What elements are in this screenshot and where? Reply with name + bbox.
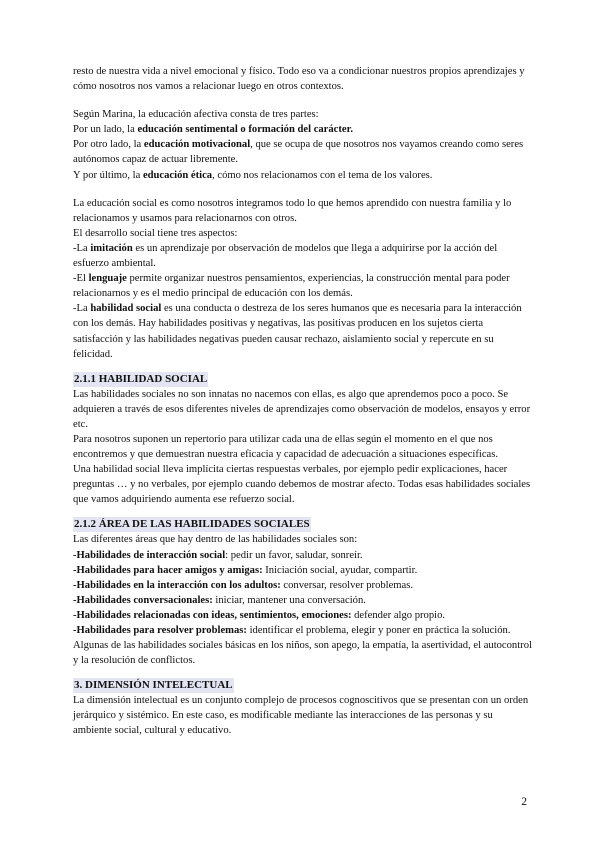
intellectual-paragraph: La dimensión intelectual es un conjunto complejo de procesos cognoscitivos que se presentan con un orden jerárquico y sistémico. En este caso, es modificable mediante las interacciones de las personas y su ambiente social, cultural y educativo.: [73, 695, 529, 737]
areas-intro: Las diferentes áreas que hay dentro de las habilidades sociales son:: [73, 534, 358, 546]
spacer: [73, 507, 533, 514]
aspect-imitation: -La imitación es un aprendizaje por observación de modelos que llega a adquirirse por la acción del esfuerzo ambiental.: [73, 242, 498, 270]
section-heading-3: 3. DIMENSIÓN INTELECTUAL: [74, 679, 233, 692]
marina-item-3: Y por último, la educación ética, cómo nos relacionamos con el tema de los valores.: [73, 169, 433, 181]
spacer: [73, 183, 533, 190]
section-heading-2-1-1: 2.1.1 HABILIDAD SOCIAL: [74, 372, 208, 385]
marina-item-2: Por otro lado, la educación motivacional, que se ocupa de que nosotros nos vayamos creando como seres autónomos capaz de actuar libremente.: [73, 139, 524, 166]
social-skill-paragraph-1: Las habilidades sociales no son innatas no nacemos con ellas, es algo que aprendemos poco a poco. Se adquieren a través de esos diferentes niveles de aprendizajes como observación de modelos, ensayos y error etc.: [73, 388, 531, 430]
area-item-4: -Habilidades conversacionales: iniciar, mantener una conversación.: [73, 594, 366, 606]
area-item-3: -Habilidades en la interacción con los adultos: conversar, resolver problemas.: [73, 579, 414, 591]
aspect-language: -El lenguaje permite organizar nuestros pensamientos, experiencias, la construcción mental para poder relacionarnos y es el medio principal de educación con los demás.: [73, 273, 510, 300]
document-page: [73, 64, 533, 739]
social-aspects-intro: El desarrollo social tiene tres aspectos:: [73, 227, 238, 239]
marina-item-1: Por un lado, la educación sentimental o formación del carácter.: [73, 124, 353, 136]
spacer: [73, 362, 533, 369]
paragraph-intro: resto de nuestra vida a nivel emocional y físico. Todo eso va a condicionar nuestros propios aprendizajes y cómo nosotros nos vamos a relacionar luego en otros contextos.: [73, 66, 525, 93]
area-item-1: -Habilidades de interacción social: pedir un favor, saludar, sonreír.: [73, 549, 363, 561]
area-item-6: -Habilidades para resolver problemas: identificar el problema, elegir y poner en práctica la solución.: [73, 625, 511, 636]
area-item-2: -Habilidades para hacer amigos y amigas: Iniciación social, ayudar, compartir.: [73, 564, 418, 576]
page-number: 2: [521, 796, 527, 808]
section-heading-2-1-2: 2.1.2 ÁREA DE LAS HABILIDADES SOCIALES: [74, 518, 310, 531]
social-skill-paragraph-2: Para nosotros suponen un repertorio para utilizar cada una de ellas según el momento en el que nos encontremos y que demuestran nuestra eficacia y capacidad de adecuación a situaciones específicas.: [73, 433, 499, 461]
marina-intro: Según Marina, la educación afectiva consta de tres partes:: [73, 109, 319, 121]
aspect-social-skill: -La habilidad social es una conducta o destreza de los seres humanos que es necesaria para la interacción con los demás. Hay habilidades positivas y negativas, las positivas producen en los sujetos cierta satisfacción y las habilidades negativas pueden causar rechazo, aislamiento social y repercute en su felicidad.: [73, 303, 522, 360]
social-skill-paragraph-3: Una habilidad social lleva implícita ciertas respuestas verbales, por ejemplo pedir explicaciones, hacer preguntas … y no verbales, por ejemplo cuando debemos de mostrar afecto. Todas esas habilidades sociales que vamos adquiriendo aumenta ese refuerzo social.: [73, 464, 531, 506]
spacer: [73, 94, 533, 101]
areas-closing: Algunas de las habilidades sociales básicas en los niños, son apego, la empatía, la asertividad, el autocontrol y la resolución de conflictos.: [73, 640, 532, 667]
area-item-5: -Habilidades relacionadas con ideas, sentimientos, emociones: defender algo propio.: [73, 609, 446, 621]
spacer: [73, 668, 533, 675]
social-definition: La educación social es como nosotros integramos todo lo que hemos aprendido con nuestra familia y lo relacionamos y usamos para relacionarnos con otros.: [73, 197, 512, 224]
